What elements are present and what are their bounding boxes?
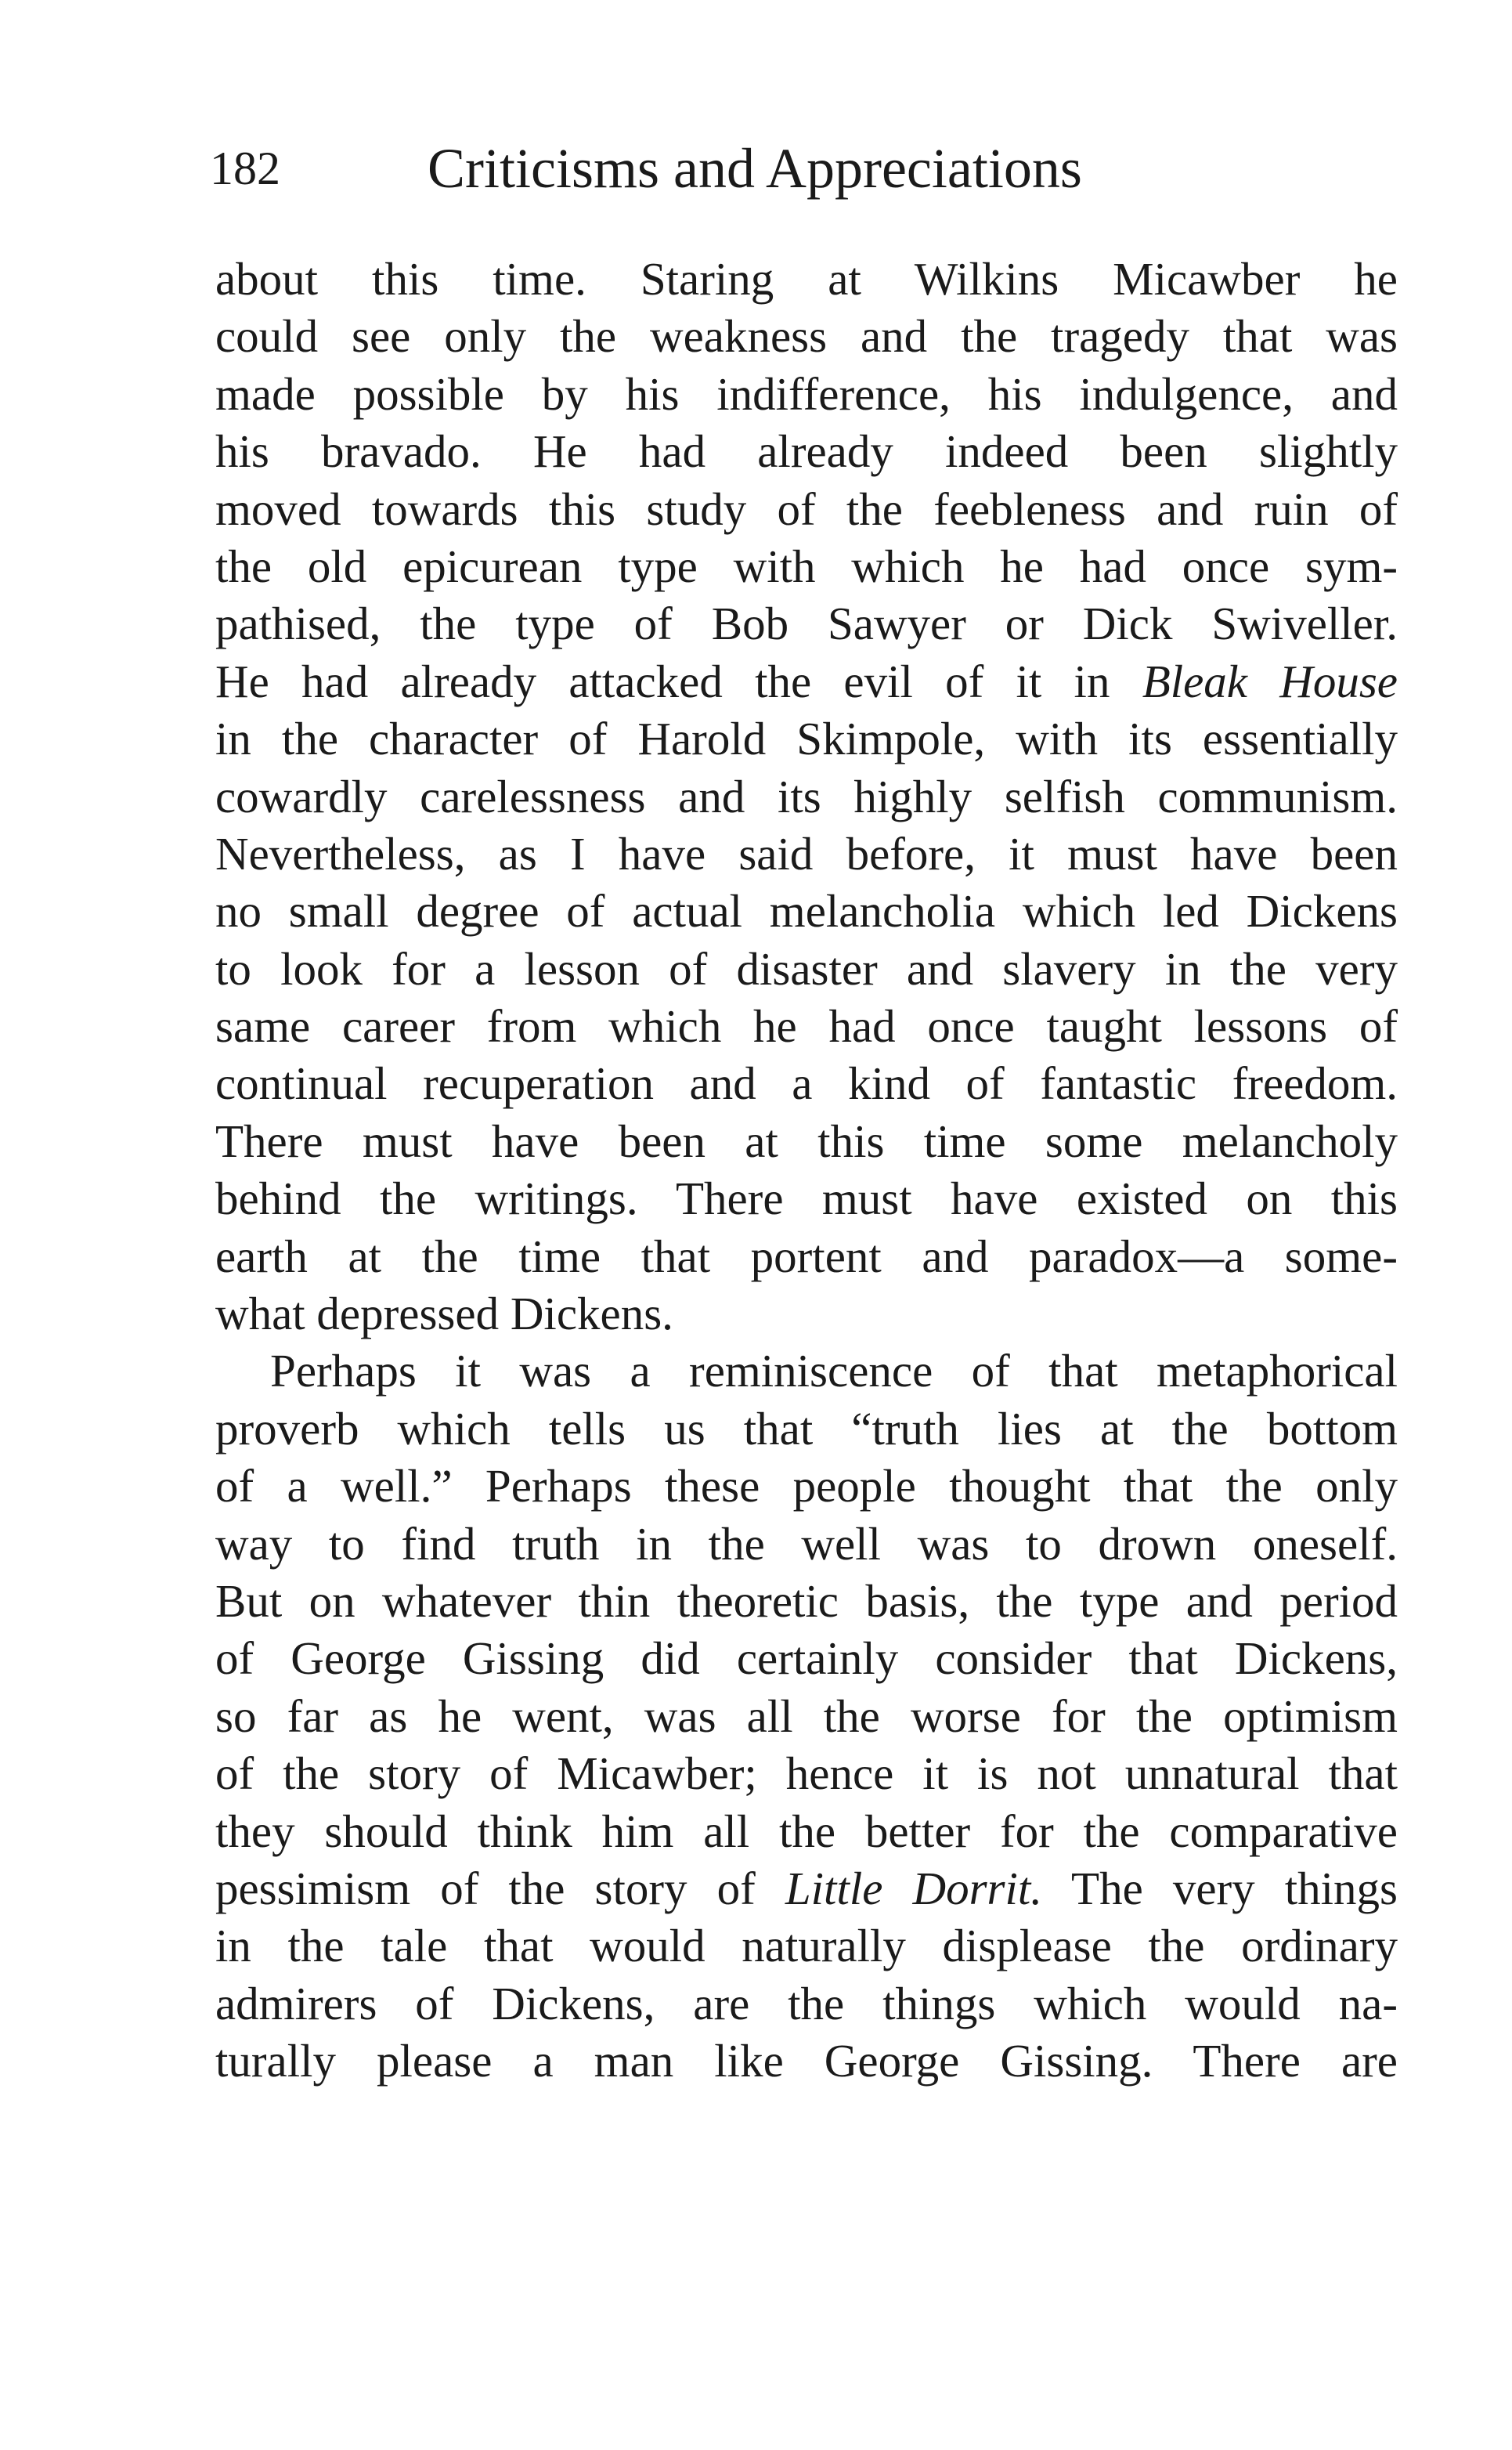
text-line: There must have been at this time some melancholy [215, 1115, 1398, 1167]
text-line: way to find truth in the well was to drown oneself. [215, 1517, 1398, 1570]
text-line: of the story of Micawber; hence it is not unnatural that [215, 1747, 1398, 1800]
text-line: to look for a lesson of disaster and slavery in the very [215, 942, 1398, 995]
text-line: admirers of Dickens, are the things which would na- [215, 1977, 1398, 2029]
text-line-with-title [215, 1860, 1398, 1917]
text-line: in the character of Harold Skimpole, with its essentially [215, 713, 1398, 765]
text-line: about this time. Staring at Wilkins Micawber he [215, 253, 1398, 305]
text-line-with-title [215, 653, 1398, 710]
text-line: of a well.” Perhaps these people thought that the only [215, 1460, 1398, 1512]
text-line: proverb which tells us that “truth lies at the bottom [215, 1402, 1398, 1454]
text-line: moved towards this study of the feebleness and ruin of [215, 482, 1398, 535]
text-line: turally please a man like George Gissing. There are [215, 2035, 1398, 2087]
text-line: of George Gissing did certainly consider that Dickens, [215, 1632, 1398, 1685]
text-segment: The very things [1042, 1862, 1398, 1914]
text-line: But on whatever thin theoretic basis, the type and period [215, 1574, 1398, 1627]
text-segment: He had already attacked the evil of it in [215, 655, 1142, 707]
text-line: Nevertheless, as I have said before, it must have been [215, 827, 1398, 880]
text-line: same career from which he had once taught lessons of [215, 1000, 1398, 1053]
running-head: Criticisms and Appreciations [428, 137, 1082, 200]
text-line: could see only the weakness and the tragedy that was [215, 310, 1398, 363]
book-title-little-dorrit: Little Dorrit. [785, 1862, 1043, 1914]
text-line: they should think him all the better for the comparative [215, 1805, 1398, 1857]
text-line: made possible by his indifference, his indulgence, and [215, 367, 1398, 420]
text-line: behind the writings. There must have existed on this [215, 1173, 1398, 1225]
body-text [215, 251, 1398, 2090]
text-line: so far as he went, was all the worse for the optimism [215, 1689, 1398, 1742]
text-segment: pessimism of the story of [215, 1862, 785, 1914]
text-line: his bravado. He had already indeed been slightly [215, 425, 1398, 478]
text-line: cowardly carelessness and its highly selfish communism. [215, 770, 1398, 822]
book-title-bleak-house: Bleak House [1142, 655, 1398, 707]
text-line: what depressed Dickens. [215, 1288, 673, 1340]
text-line: pathised, the type of Bob Sawyer or Dick Swiveller. [215, 598, 1398, 650]
paragraph-first-line: Perhaps it was a reminiscence of that metaphorical [270, 1345, 1398, 1397]
page-number: 182 [210, 143, 280, 194]
text-line: in the tale that would naturally displease the ordinary [215, 1920, 1398, 1972]
page-header [210, 133, 1400, 204]
text-line: continual recuperation and a kind of fantastic freedom. [215, 1057, 1398, 1110]
text-line: no small degree of actual melancholia which led Dickens [215, 885, 1398, 938]
text-line: the old epicurean type with which he had once sym- [215, 540, 1398, 592]
text-line: earth at the time that portent and paradox—a some- [215, 1230, 1398, 1282]
